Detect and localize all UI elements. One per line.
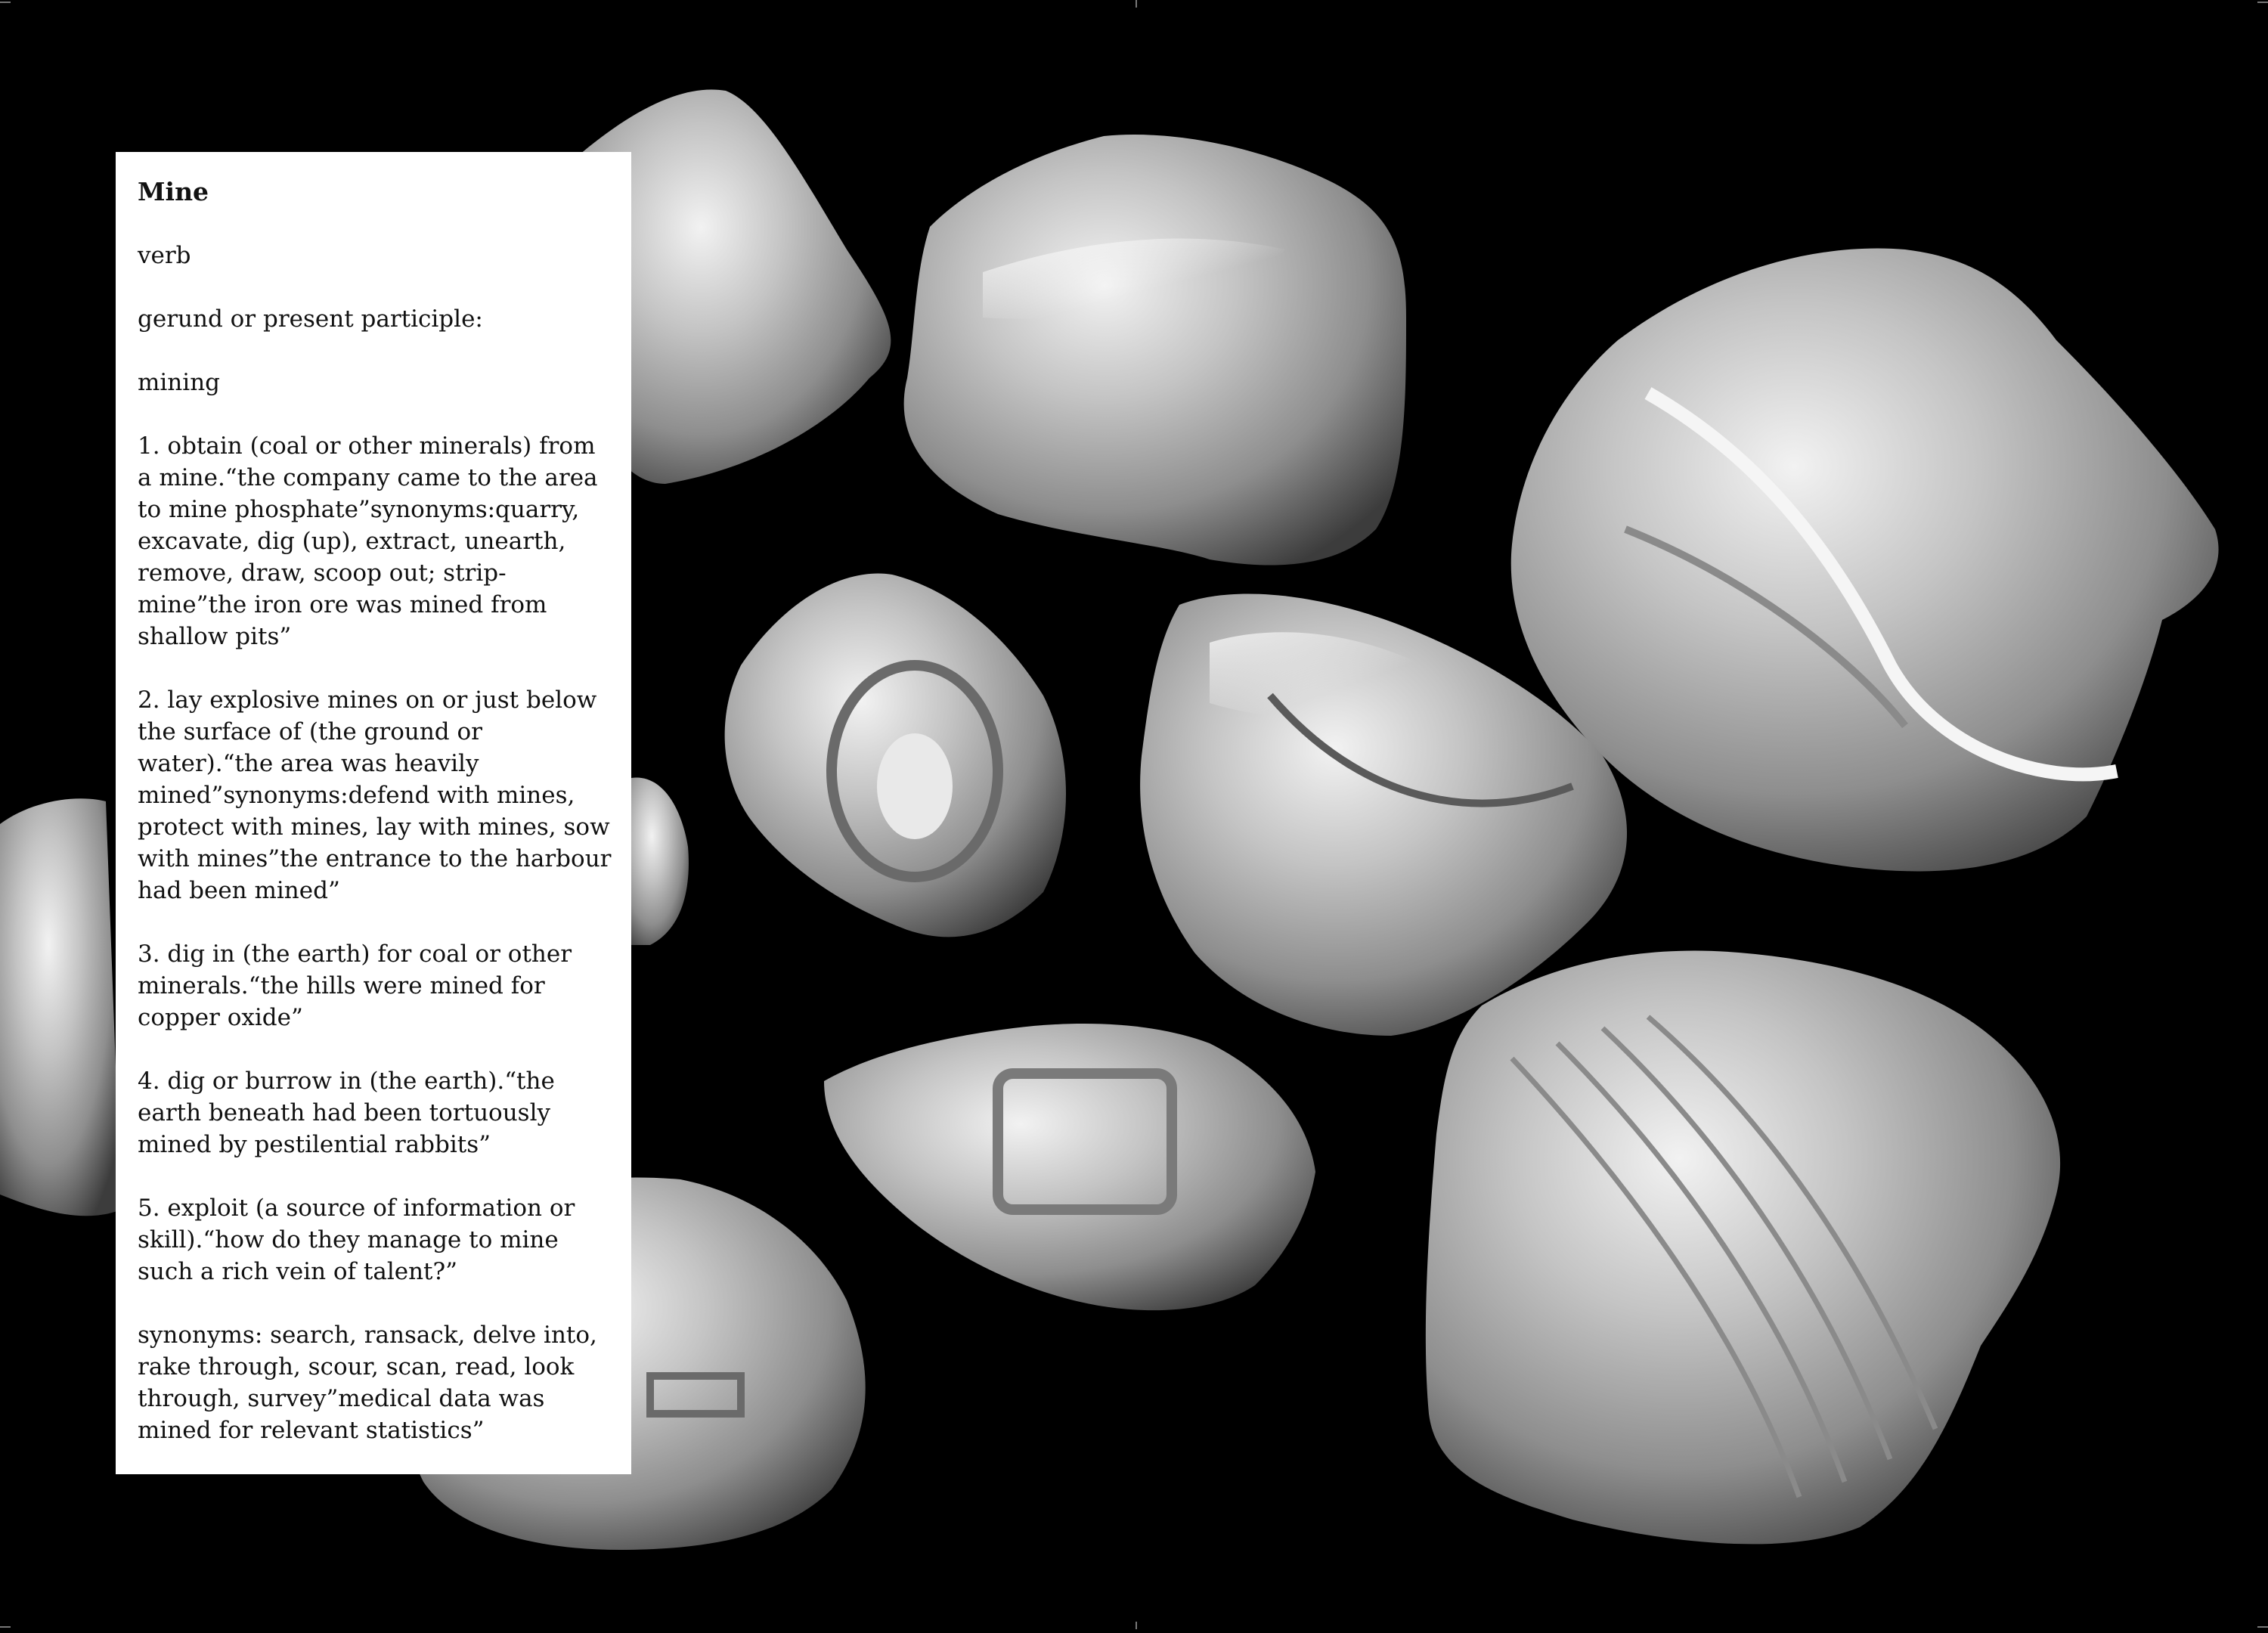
fragment-left-edge	[0, 798, 121, 1216]
definition-5: 5. exploit (a source of information or skill).“how do they manage to mine such a rich vein of talent?”	[138, 1195, 575, 1285]
inflected-form: mining	[138, 369, 220, 396]
form-label: gerund or present participle:	[138, 305, 483, 333]
definition-1: 1. obtain (coal or other minerals) from a mine.“the company came to the area to mine phosphate”synonyms:quarry, excavate, dig (up), extract, unearth, remove, draw, scoop out; strip-mine”the iron ore was mined from shallow pits”	[138, 432, 598, 650]
part-of-speech: verb	[138, 242, 191, 269]
headword: Mine	[138, 177, 209, 206]
dictionary-card	[116, 152, 631, 1474]
definition-3: 3. dig in (the earth) for coal or other minerals.“the hills were mined for copper oxide”	[138, 940, 572, 1031]
definition-2: 2. lay explosive mines on or just below the surface of (the ground or water).“the area was heavily mined”synonyms:defend with mines, protect with mines, lay with mines, sow with mines”the entrance to the harbour had been mined”	[138, 686, 612, 904]
synonyms: synonyms: search, ransack, delve into, rake through, scour, scan, read, look through, survey”medical data was mined for relevant statistics”	[138, 1322, 597, 1444]
fragment-top-center	[904, 135, 1406, 565]
definition-4: 4. dig or burrow in (the earth).“the earth beneath had been tortuously mined by pestilential rabbits”	[138, 1067, 555, 1158]
